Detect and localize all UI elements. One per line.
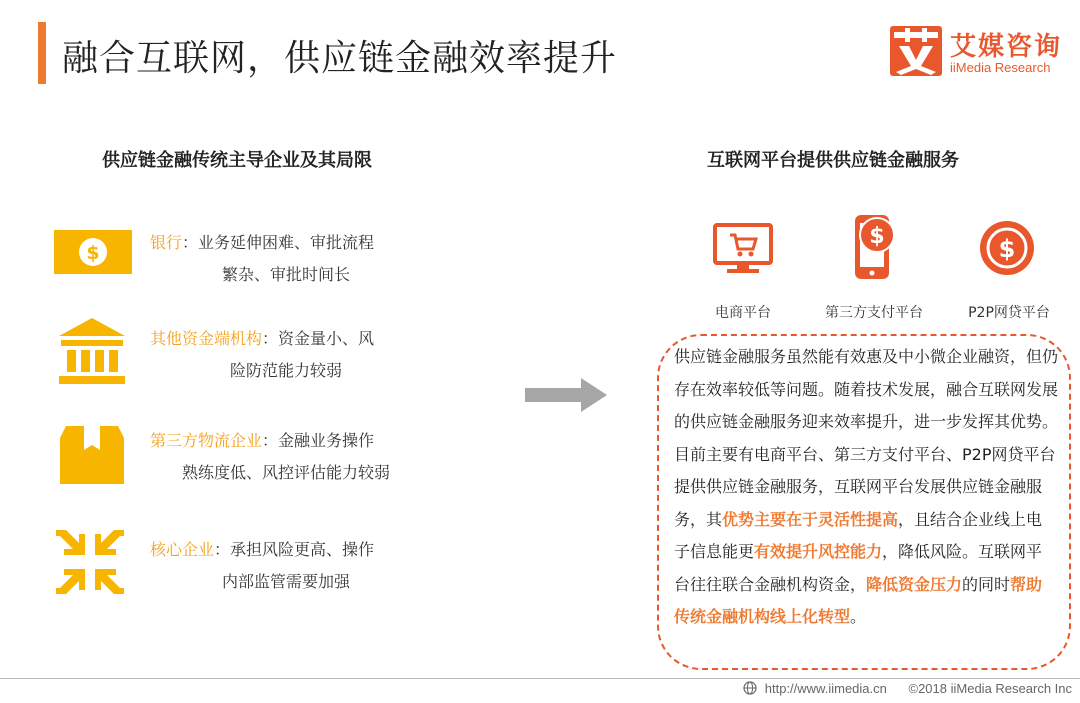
svg-text:$: $ <box>869 224 885 249</box>
item-desc-cont: 繁杂、审批时间长 <box>221 265 350 284</box>
package-box-icon <box>60 424 124 488</box>
logo-chinese-name: 艾媒咨询 <box>950 32 1063 62</box>
item-desc-cont: 内部监管需要加强 <box>221 572 350 591</box>
right-column-heading: 互联网平台提供供应链金融服务 <box>707 150 959 171</box>
bank-building-icon <box>57 316 127 390</box>
highlight-online-transformation: 帮助传统金融机构线上化转型 <box>674 574 1043 626</box>
platform-label-payment: 第三方支付平台 <box>825 305 923 321</box>
platform-label-p2p: P2P网贷平台 <box>968 305 1050 321</box>
platform-label-ecommerce: 电商平台 <box>715 305 771 321</box>
banknote-icon <box>54 230 132 278</box>
left-column-heading: 供应链金融传统主导企业及其局限 <box>102 150 372 171</box>
item-desc: 资金量小、风 <box>278 329 375 348</box>
item-name: 核心企业 <box>150 540 215 559</box>
item-desc: 承担风险更高、操作 <box>230 540 375 559</box>
highlight-capital-pressure: 降低资金压力 <box>866 574 963 594</box>
item-name: 第三方物流企业 <box>150 431 263 450</box>
list-item: 核心企业：承担风险更高、操作 内部监管需要加强 <box>150 534 422 598</box>
footer-url[interactable]: http://www.iimedia.cn <box>764 681 887 696</box>
globe-icon <box>743 681 757 695</box>
title-accent-bar <box>38 22 46 84</box>
item-name: 银行 <box>150 233 183 252</box>
item-desc-cont: 险防范能力较弱 <box>229 361 342 380</box>
footer-copyright: ©2018 iiMedia Research Inc <box>908 681 1072 696</box>
list-item: 银行：业务延伸困难、审批流程 繁杂、审批时间长 <box>150 227 422 291</box>
svg-text:$: $ <box>998 235 1016 263</box>
item-desc: 金融业务操作 <box>278 431 375 450</box>
list-item: 其他资金端机构：资金量小、风 险防范能力较弱 <box>150 323 422 387</box>
dollar-coin-icon <box>978 219 1036 281</box>
footer-divider <box>0 678 1080 679</box>
shopping-cart-monitor-icon <box>713 223 773 279</box>
right-arrow-icon <box>525 378 607 416</box>
logo-mark <box>890 26 942 76</box>
page-title: 融合互联网，供应链金融效率提升 <box>62 38 618 79</box>
list-item: 第三方物流企业：金融业务操作 熟练度低、风控评估能力较弱 <box>150 425 422 489</box>
description-text: 供应链金融服务虽然能有效惠及中小微企业融资，但仍存在效率较低等问题。随着技术发展，融合互联网发展的供应链金融服务迎来效率提升，进一步发挥其优势。目前主要有电商平台、第三方支付平台、P2P网贷平台提供供应链金融服务，互联网平台发展供应链金融服务，其优势主要在于灵活性提高，且结合企业线上电子信息能更有效提升风控能力，降低风险。互联网平台往往联合金融机构资金，降低资金压力的同时帮助传统金融机构线上化转型。 <box>674 347 1059 626</box>
highlight-flexibility: 优势主要在于灵活性提高 <box>722 509 899 529</box>
brand-logo <box>890 26 1070 78</box>
item-desc-cont: 熟练度低、风控评估能力较弱 <box>181 463 390 482</box>
mobile-payment-icon <box>853 213 897 287</box>
logo-english-name: iiMedia Research <box>950 60 1051 75</box>
item-name: 其他资金端机构 <box>150 329 263 348</box>
svg-text:$: $ <box>86 242 100 264</box>
converge-arrows-icon <box>54 528 126 600</box>
footer <box>743 681 1072 696</box>
item-desc: 业务延伸困难、审批流程 <box>198 233 375 252</box>
highlight-risk-control: 有效提升风控能力 <box>754 542 883 561</box>
